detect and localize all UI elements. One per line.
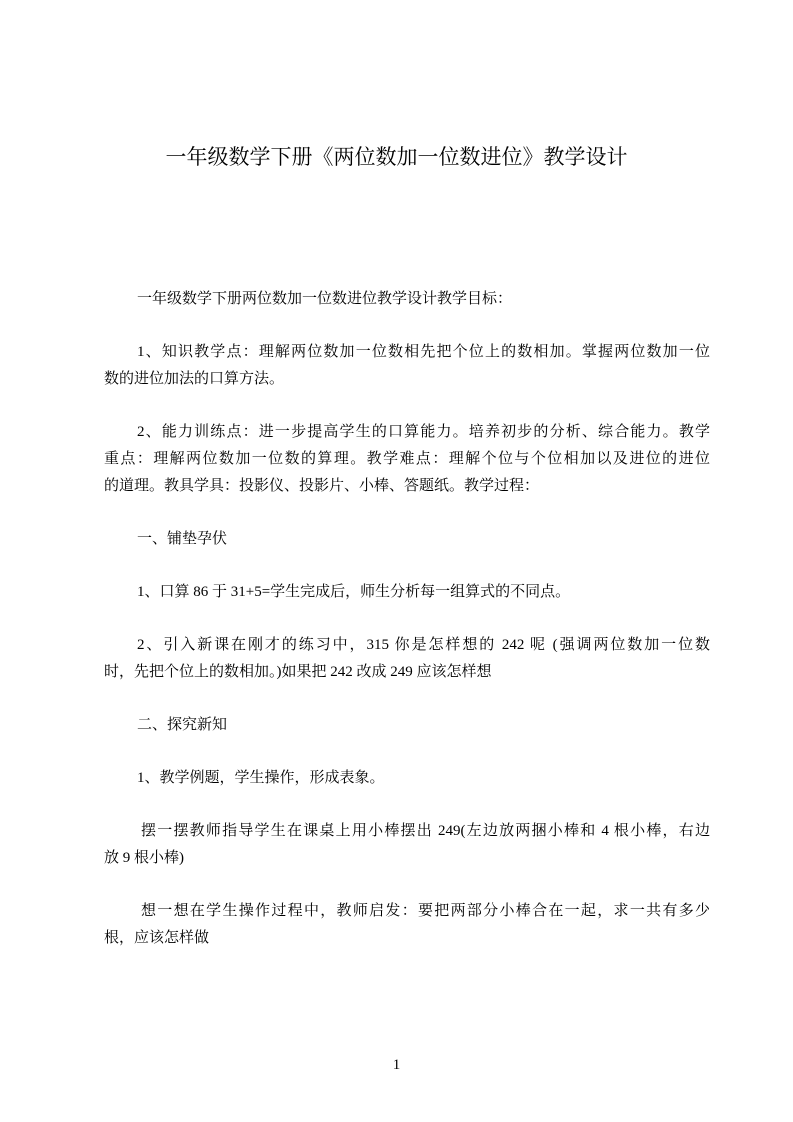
section-heading-preparation [104, 526, 710, 553]
section-heading: 二、探究新知 [137, 717, 228, 733]
paragraph-teaching-goals-intro [104, 286, 710, 313]
paragraph-knowledge-point [104, 339, 710, 393]
paragraph-arrange-sticks [104, 818, 710, 872]
paragraph-example-teaching [104, 765, 710, 792]
paragraph-line: 重点：理解两位数加一位数的算理。教学难点：理解个位与个位相加以及进位的进位 [104, 451, 710, 467]
paragraph-line: 想一想在学生操作过程中，教师启发：要把两部分小棒合在一起，求一共有多少 [141, 903, 710, 919]
section-heading-explore [104, 712, 710, 739]
paragraph-line: 1、知识教学点：理解两位数加一位数相先把个位上的数相加。掌握两位数加一位 [137, 344, 710, 360]
paragraph-line: 的道理。教具学具：投影仪、投影片、小棒、答题纸。教学过程： [104, 478, 540, 494]
paragraph-line: 2、能力训练点：进一步提高学生的口算能力。培养初步的分析、综合能力。教学 [137, 424, 710, 440]
paragraph-oral-calculation [104, 579, 710, 606]
paragraph-ability-point [104, 419, 710, 500]
paragraph-line: 1、教学例题，学生操作，形成表象。 [137, 770, 385, 786]
paragraph-line: 放 9 根小棒) [104, 850, 184, 866]
paragraph-line: 数的进位加法的口算方法。 [104, 371, 285, 387]
document-title: 一年级数学下册《两位数加一位数进位》教学设计 [165, 145, 628, 169]
paragraph-line: 2、引入新课在刚才的练习中，315 你是怎样想的 242 呢 (强调两位数加一位数 [137, 637, 710, 653]
paragraph-line: 时，先把个位上的数相加。)如果把 242 改成 249 应该怎样想 [104, 664, 492, 680]
paragraph-line: 1、口算 86 于 31+5=学生完成后，师生分析每一组算式的不同点。 [137, 584, 571, 600]
paragraph-line: 一年级数学下册两位数加一位数进位教学设计教学目标： [137, 291, 513, 307]
paragraph-think-about-it [104, 898, 710, 952]
paragraph-new-lesson-intro [104, 632, 710, 686]
paragraph-line: 摆一摆教师指导学生在课桌上用小棒摆出 249(左边放两捆小棒和 4 根小棒，右边 [141, 823, 710, 839]
paragraph-line: 根，应该怎样做 [104, 930, 210, 946]
page-number: 1 [392, 1057, 401, 1073]
document-body [104, 286, 710, 978]
section-heading: 一、铺垫孕伏 [137, 531, 228, 547]
